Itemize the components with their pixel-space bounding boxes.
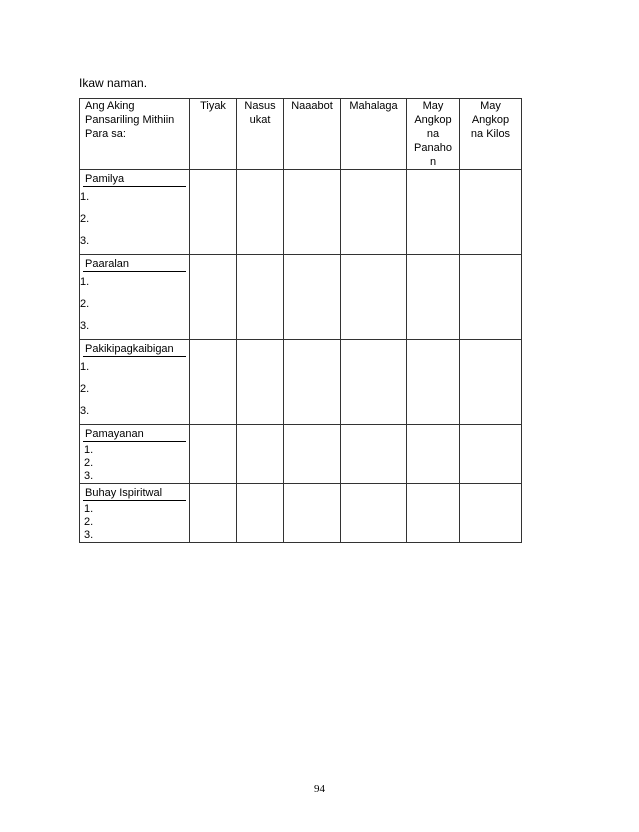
goals-table <box>79 98 522 543</box>
table-cell[interactable] <box>460 484 522 543</box>
table-cell[interactable] <box>237 484 284 543</box>
header-line: Panaho <box>414 142 452 154</box>
table-cell[interactable] <box>341 255 407 340</box>
table-cell[interactable] <box>284 425 341 484</box>
list-item: 3. <box>80 405 90 417</box>
table-cell[interactable] <box>341 425 407 484</box>
list-item: 2. <box>80 383 90 395</box>
table-cell[interactable] <box>460 340 522 425</box>
table-cell[interactable] <box>284 484 341 543</box>
category-row-pamayanan <box>80 425 522 484</box>
list-item: 1. <box>80 276 90 288</box>
list-item: 3. <box>84 529 94 541</box>
table-cell[interactable] <box>284 340 341 425</box>
table-cell[interactable] <box>460 170 522 255</box>
header-line: Ang Aking <box>85 100 135 112</box>
table-cell[interactable] <box>341 340 407 425</box>
category-cell <box>80 255 190 340</box>
list-item: 3. <box>80 235 90 247</box>
header-line: Para sa: <box>85 128 126 140</box>
list-item: 3. <box>84 470 94 482</box>
header-line: Naaabot <box>291 100 333 112</box>
list-item: 3. <box>80 320 90 332</box>
header-line: Tiyak <box>200 100 226 112</box>
header-line: Angkop <box>414 114 452 126</box>
table-cell[interactable] <box>407 170 460 255</box>
table-cell[interactable] <box>284 255 341 340</box>
category-cell <box>80 170 190 255</box>
category-row-paaralan <box>80 255 522 340</box>
header-line: Mahalaga <box>349 100 398 112</box>
intro-text: Ikaw naman. <box>79 76 148 90</box>
header-line: Nasus <box>244 100 276 112</box>
table-cell[interactable] <box>284 170 341 255</box>
category-label: Pakikipagkaibigan <box>83 342 186 357</box>
table-cell[interactable] <box>190 255 237 340</box>
list-item: 1. <box>80 361 90 373</box>
header-line: May <box>422 100 444 112</box>
table-cell[interactable] <box>407 484 460 543</box>
page-number: 94 <box>314 783 325 795</box>
list-item: 1. <box>84 444 94 456</box>
header-line: n <box>429 156 437 168</box>
table-cell[interactable] <box>460 255 522 340</box>
table-cell[interactable] <box>190 425 237 484</box>
table-cell[interactable] <box>237 170 284 255</box>
header-nasusukat <box>237 99 284 170</box>
category-label: Paaralan <box>83 257 186 272</box>
category-label: Pamayanan <box>83 427 186 442</box>
header-line: na <box>426 128 440 140</box>
header-line: Pansariling Mithiin <box>85 114 175 126</box>
header-line: Angkop <box>471 114 510 126</box>
table-cell[interactable] <box>341 484 407 543</box>
table-cell[interactable] <box>190 484 237 543</box>
header-mahalaga <box>341 99 407 170</box>
list-item: 2. <box>80 298 90 310</box>
header-goals <box>80 99 190 170</box>
table-cell[interactable] <box>237 425 284 484</box>
category-row-pamilya <box>80 170 522 255</box>
table-cell[interactable] <box>460 425 522 484</box>
table-cell[interactable] <box>341 170 407 255</box>
list-item: 2. <box>80 213 90 225</box>
header-line: na Kilos <box>470 128 511 140</box>
list-item: 2. <box>84 457 94 469</box>
header-line: ukat <box>249 114 271 126</box>
category-row-buhay-ispiritwal <box>80 484 522 543</box>
category-cell <box>80 425 190 484</box>
header-row <box>80 99 522 170</box>
category-label: Pamilya <box>83 172 186 187</box>
table-cell[interactable] <box>190 340 237 425</box>
category-cell <box>80 340 190 425</box>
category-label: Buhay Ispiritwal <box>83 486 186 501</box>
header-line: May <box>480 100 501 112</box>
list-item: 1. <box>84 503 94 515</box>
table-cell[interactable] <box>407 340 460 425</box>
header-may-angkop-na-kilos <box>460 99 522 170</box>
table-cell[interactable] <box>407 425 460 484</box>
category-cell <box>80 484 190 543</box>
table-cell[interactable] <box>237 340 284 425</box>
table-cell[interactable] <box>237 255 284 340</box>
header-may-angkop-na-panahon <box>407 99 460 170</box>
category-row-pakikipagkaibigan <box>80 340 522 425</box>
header-tiyak <box>190 99 237 170</box>
header-naaabot <box>284 99 341 170</box>
table-cell[interactable] <box>190 170 237 255</box>
list-item: 2. <box>84 516 94 528</box>
table-cell[interactable] <box>407 255 460 340</box>
list-item: 1. <box>80 191 90 203</box>
